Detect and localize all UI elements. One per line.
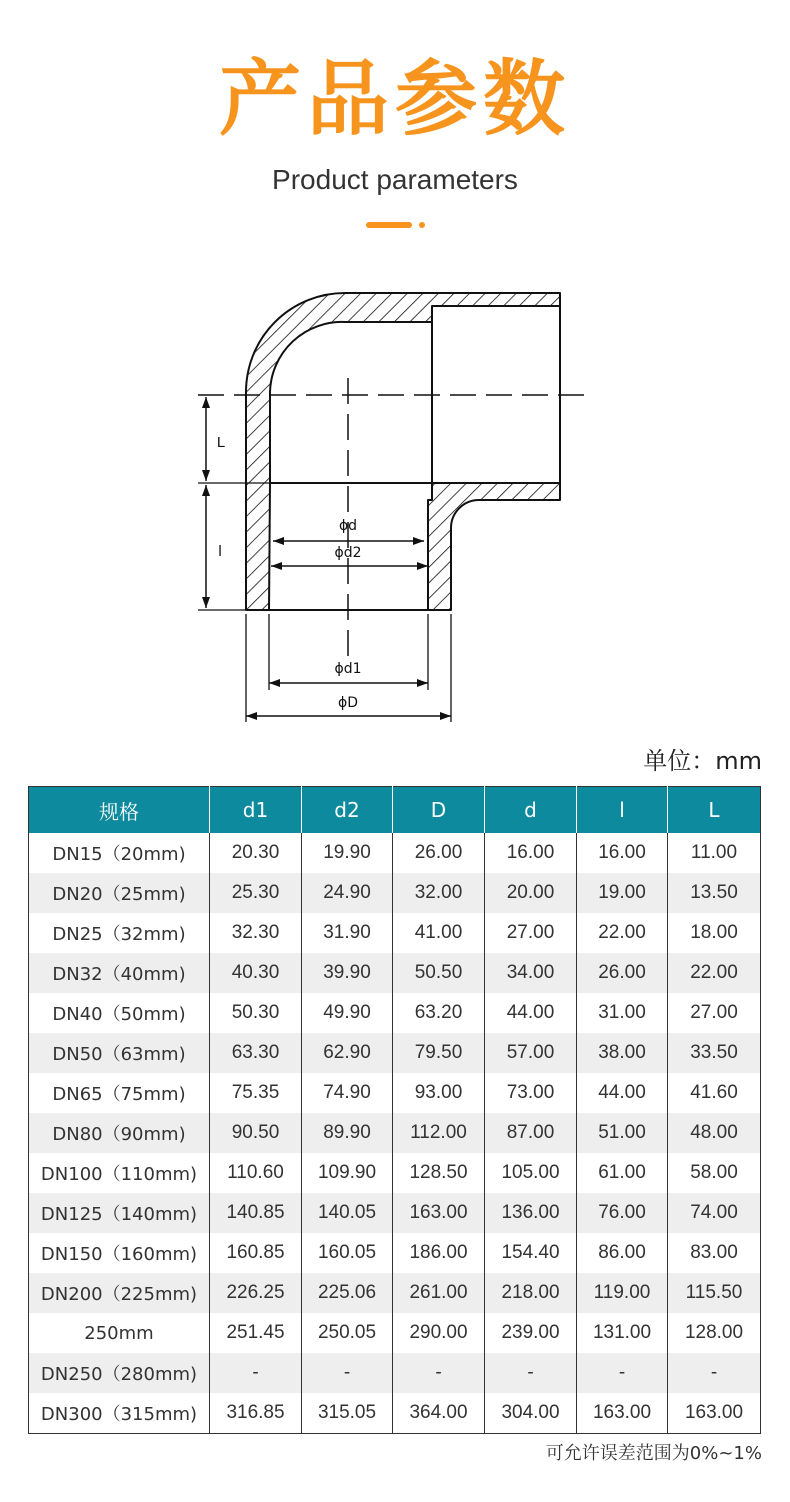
spec-cell: DN15（20mm) xyxy=(29,833,210,873)
value-cell: 76.00 xyxy=(577,1193,668,1233)
table-body xyxy=(29,833,761,1434)
value-cell: 20.30 xyxy=(210,833,302,873)
page-title: 产品参数 xyxy=(218,52,571,147)
value-cell: 73.00 xyxy=(485,1073,577,1113)
value-cell: 34.00 xyxy=(485,953,577,993)
value-cell: 38.00 xyxy=(577,1033,668,1073)
column-header: 规格 xyxy=(29,787,210,834)
value-cell: 315.05 xyxy=(302,1393,393,1434)
value-cell: 316.85 xyxy=(210,1393,302,1434)
value-cell: 140.85 xyxy=(210,1193,302,1233)
value-cell: 79.50 xyxy=(393,1033,485,1073)
dimension-label-D: ϕD xyxy=(337,695,359,711)
table-row xyxy=(29,1113,761,1153)
value-cell: 41.60 xyxy=(690,1082,738,1103)
value-cell: 16.00 xyxy=(485,833,577,873)
spec-cell: DN125（140mm) xyxy=(29,1193,210,1233)
table-row xyxy=(29,1313,761,1353)
table-row xyxy=(29,1193,761,1233)
value-cell: 218.00 xyxy=(485,1273,577,1313)
value-cell: - xyxy=(485,1353,577,1393)
value-cell: 44.00 xyxy=(577,1073,668,1113)
value-cell: 364.00 xyxy=(393,1393,485,1434)
value-cell: 27.00 xyxy=(485,913,577,953)
value-cell: 115.50 xyxy=(668,1273,761,1313)
spec-cell: DN65（75mm) xyxy=(29,1073,210,1113)
value-cell: 105.00 xyxy=(485,1153,577,1193)
value-cell: 75.35 xyxy=(210,1073,302,1113)
title-decoration-bar xyxy=(366,222,412,228)
value-cell: 86.00 xyxy=(577,1233,668,1273)
value-cell: 62.90 xyxy=(302,1033,393,1073)
column-header: d xyxy=(485,787,577,834)
table-header-row xyxy=(29,787,761,834)
value-cell: 58.00 xyxy=(690,1162,738,1183)
value-cell: - xyxy=(393,1353,485,1393)
value-cell: 160.85 xyxy=(210,1233,302,1273)
value-cell: 63.20 xyxy=(393,993,485,1033)
value-cell: 44.00 xyxy=(485,993,577,1033)
value-cell: 31.90 xyxy=(302,913,393,953)
value-cell: - xyxy=(668,1353,761,1393)
value-cell: 11.00 xyxy=(690,842,738,863)
value-cell: 61.00 xyxy=(577,1153,668,1193)
spec-cell: DN100（110mm) xyxy=(29,1153,210,1193)
table-row xyxy=(29,1233,761,1273)
value-cell: 304.00 xyxy=(485,1393,577,1434)
value-cell: 50.50 xyxy=(393,953,485,993)
value-cell: 290.00 xyxy=(393,1313,485,1353)
value-cell: 19.00 xyxy=(577,873,668,913)
value-cell: 250.05 xyxy=(302,1313,393,1353)
table-row xyxy=(29,1073,761,1113)
table-row xyxy=(29,833,761,873)
value-cell: 25.30 xyxy=(210,873,302,913)
column-header: L xyxy=(668,787,761,834)
value-cell: 40.30 xyxy=(210,953,302,993)
value-cell: - xyxy=(577,1353,668,1393)
spec-cell: DN80（90mm) xyxy=(29,1113,210,1153)
value-cell: - xyxy=(302,1353,393,1393)
value-cell: 32.00 xyxy=(393,873,485,913)
elbow-wall-section xyxy=(246,293,560,610)
value-cell: - xyxy=(210,1353,302,1393)
value-cell: 16.00 xyxy=(577,833,668,873)
table-row xyxy=(29,953,761,993)
value-cell: 251.45 xyxy=(210,1313,302,1353)
value-cell: 31.00 xyxy=(577,993,668,1033)
socket-wall-lower-right xyxy=(428,483,560,610)
spec-cell: 250mm xyxy=(29,1313,210,1353)
tolerance-note: 可允许误差范围为0%~1% xyxy=(545,1443,762,1464)
value-cell: 261.00 xyxy=(393,1273,485,1313)
value-cell: 131.00 xyxy=(577,1313,668,1353)
value-cell: 109.90 xyxy=(302,1153,393,1193)
value-cell: 112.00 xyxy=(393,1113,485,1153)
value-cell: 239.00 xyxy=(485,1313,577,1353)
table-row xyxy=(29,1393,761,1434)
value-cell: 128.00 xyxy=(684,1322,744,1343)
dimension-label-l: l xyxy=(218,543,222,560)
value-cell: 140.05 xyxy=(302,1193,393,1233)
value-cell: 20.00 xyxy=(485,873,577,913)
spec-cell: DN50（63mm) xyxy=(29,1033,210,1073)
dimension-label-d1: ϕd1 xyxy=(334,661,362,677)
spec-cell: DN300（315mm) xyxy=(29,1393,210,1434)
value-cell: 26.00 xyxy=(393,833,485,873)
value-cell: 22.00 xyxy=(577,913,668,953)
value-cell: 163.00 xyxy=(577,1393,668,1434)
spec-cell: DN32（40mm) xyxy=(29,953,210,993)
column-header: l xyxy=(577,787,668,834)
value-cell: 13.50 xyxy=(668,873,761,913)
value-cell: 154.40 xyxy=(485,1233,577,1273)
value-cell: 186.00 xyxy=(393,1233,485,1273)
page-subtitle: Product parameters xyxy=(272,164,518,195)
value-cell: 163.00 xyxy=(393,1193,485,1233)
value-cell: 74.90 xyxy=(302,1073,393,1113)
dimension-label-d2: ϕd2 xyxy=(334,545,362,561)
table-row xyxy=(29,1273,761,1313)
value-cell: 24.90 xyxy=(302,873,393,913)
value-cell: 49.90 xyxy=(302,993,393,1033)
value-cell: 128.50 xyxy=(393,1153,485,1193)
column-header: d2 xyxy=(302,787,393,834)
spec-cell: DN40（50mm) xyxy=(29,993,210,1033)
dimension-label-L: L xyxy=(216,434,226,451)
value-cell: 18.00 xyxy=(690,922,738,943)
table-row xyxy=(29,1153,761,1193)
value-cell: 163.00 xyxy=(684,1402,744,1423)
table-row xyxy=(29,1033,761,1073)
value-cell: 226.25 xyxy=(210,1273,302,1313)
value-cell: 63.30 xyxy=(210,1033,302,1073)
table-row xyxy=(29,913,761,953)
value-cell: 119.00 xyxy=(577,1273,668,1313)
value-cell: 87.00 xyxy=(485,1113,577,1153)
value-cell: 27.00 xyxy=(690,1002,738,1023)
value-cell: 51.00 xyxy=(577,1113,668,1153)
value-cell: 89.90 xyxy=(302,1113,393,1153)
value-cell: 33.50 xyxy=(668,1033,761,1073)
table-row xyxy=(29,873,761,913)
parameter-table xyxy=(28,786,761,1434)
value-cell: 39.90 xyxy=(302,953,393,993)
value-cell: 32.30 xyxy=(210,913,302,953)
value-cell: 93.00 xyxy=(393,1073,485,1113)
spec-cell: DN25（32mm) xyxy=(29,913,210,953)
column-header: d1 xyxy=(210,787,302,834)
value-cell: 225.06 xyxy=(302,1273,393,1313)
spec-cell: DN200（225mm) xyxy=(29,1273,210,1313)
dimension-label-d: ϕd xyxy=(338,518,358,534)
value-cell: 48.00 xyxy=(668,1113,761,1153)
value-cell: 57.00 xyxy=(485,1033,577,1073)
spec-cell: DN20（25mm) xyxy=(29,873,210,913)
value-cell: 26.00 xyxy=(577,953,668,993)
value-cell: 50.30 xyxy=(210,993,302,1033)
value-cell: 41.00 xyxy=(393,913,485,953)
column-header: D xyxy=(393,787,485,834)
value-cell: 110.60 xyxy=(210,1153,302,1193)
elbow-fitting-diagram xyxy=(190,285,610,730)
value-cell: 136.00 xyxy=(485,1193,577,1233)
value-cell: 74.00 xyxy=(668,1193,761,1233)
title-decoration-dot xyxy=(419,222,425,228)
value-cell: 22.00 xyxy=(668,953,761,993)
spec-cell: DN250（280mm) xyxy=(29,1353,210,1393)
table-row xyxy=(29,1353,761,1393)
value-cell: 83.00 xyxy=(690,1242,738,1263)
unit-label: 单位：mm xyxy=(643,747,762,775)
table-row xyxy=(29,993,761,1033)
value-cell: 160.05 xyxy=(302,1233,393,1273)
value-cell: 90.50 xyxy=(210,1113,302,1153)
value-cell: 19.90 xyxy=(302,833,393,873)
spec-cell: DN150（160mm) xyxy=(29,1233,210,1273)
